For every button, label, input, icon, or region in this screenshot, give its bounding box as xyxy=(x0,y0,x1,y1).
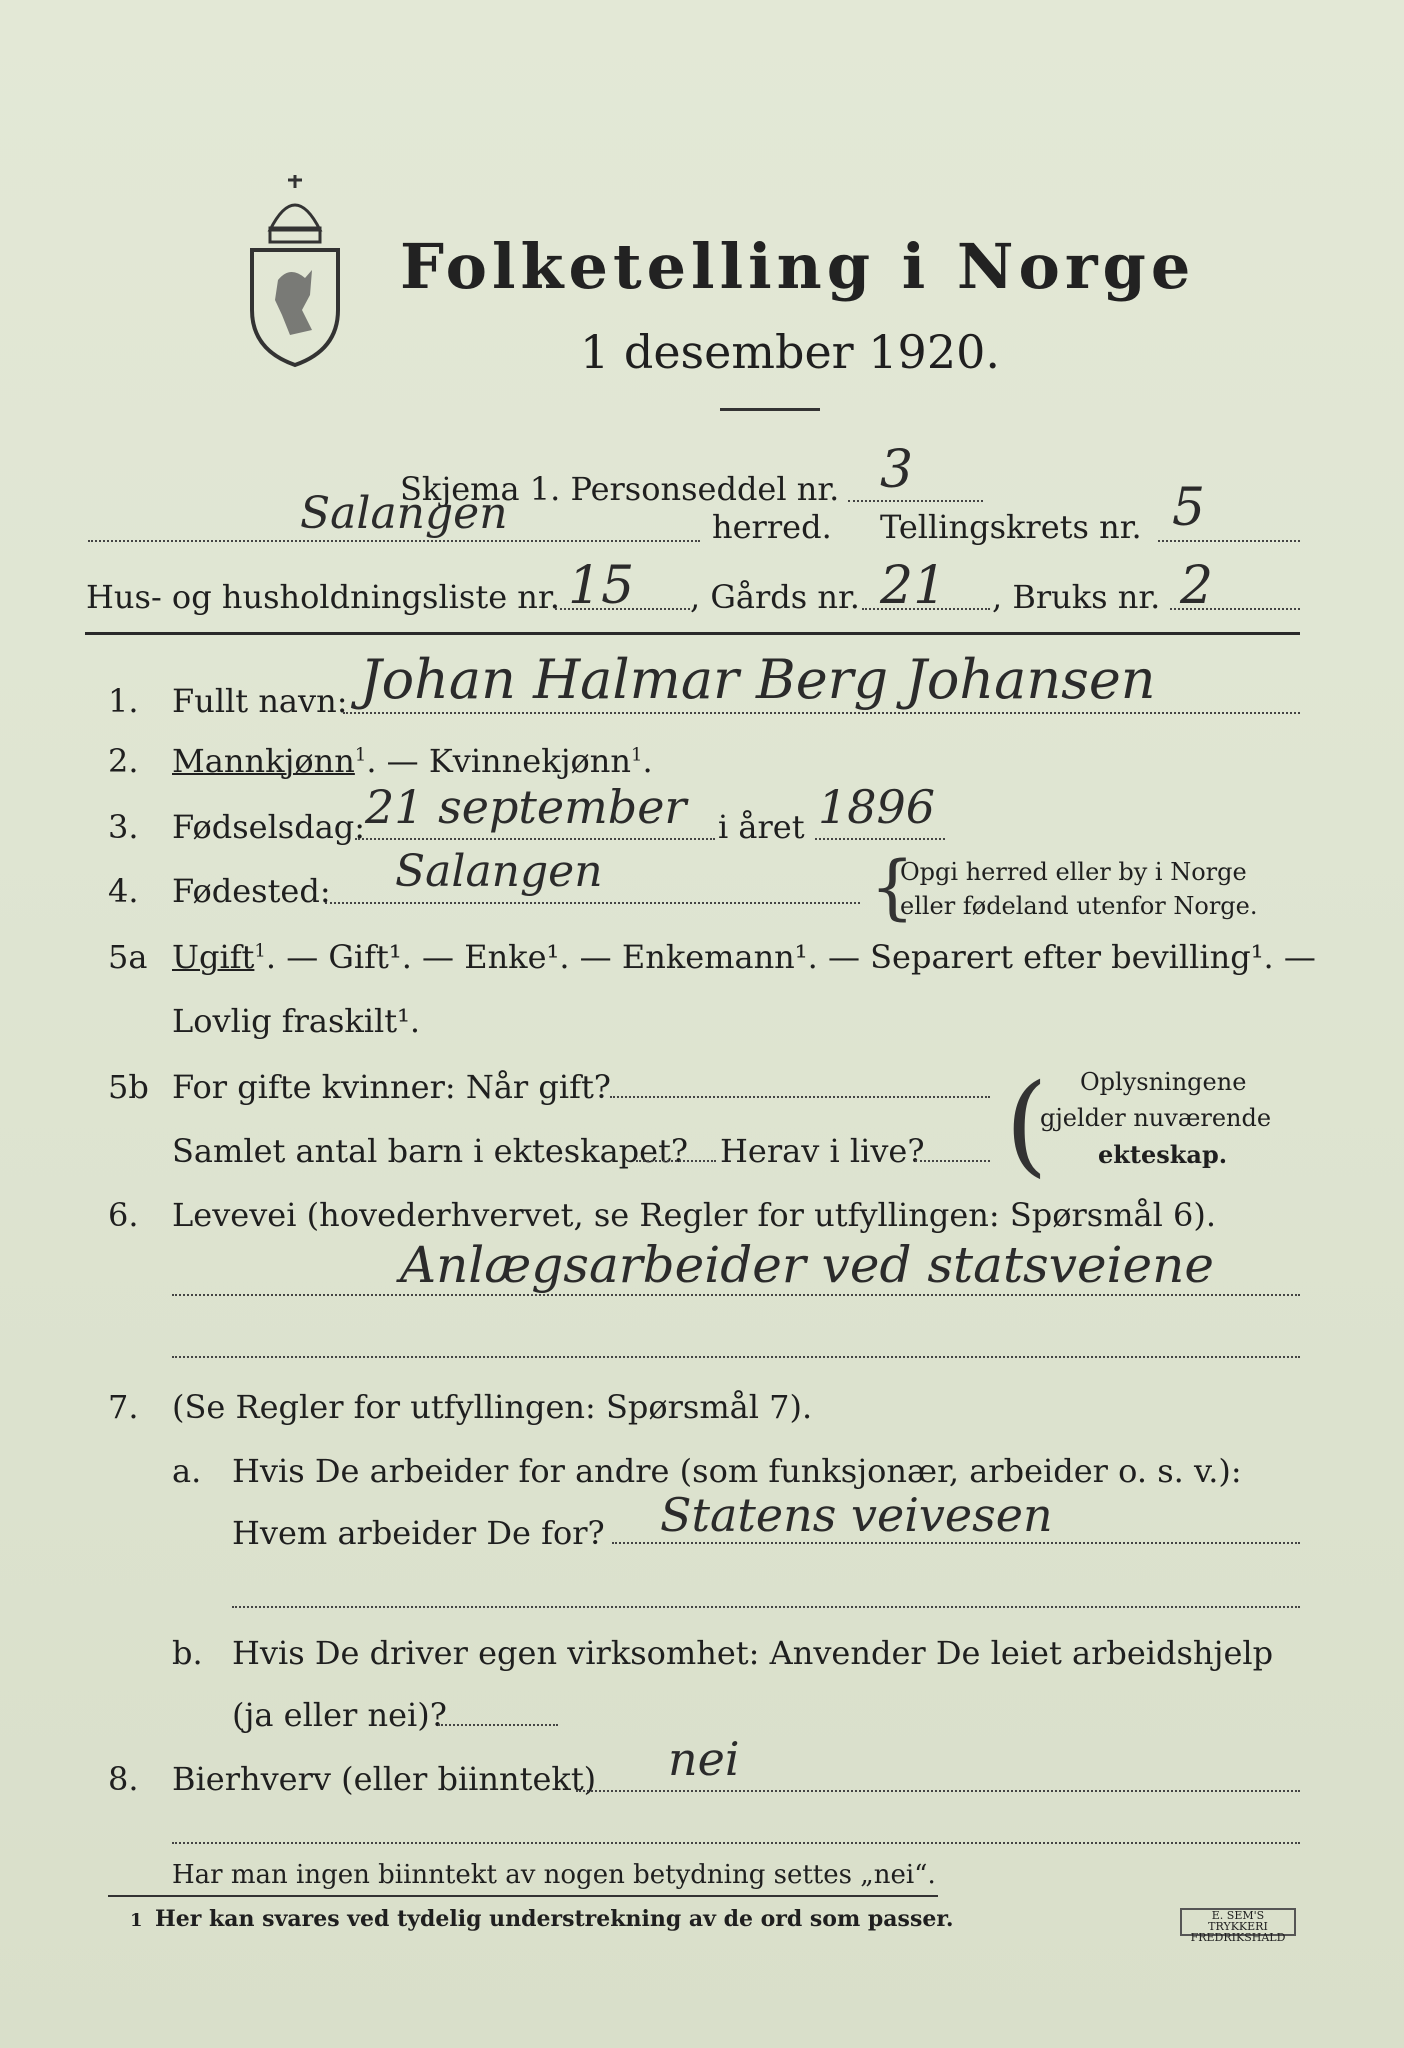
dotted-line xyxy=(172,1356,1300,1358)
dotted-line xyxy=(815,838,945,840)
brace: { xyxy=(870,846,915,928)
dotted-line xyxy=(848,500,983,502)
employer: Statens veivesen xyxy=(660,1488,1053,1542)
q3-number: 3. xyxy=(108,808,139,846)
q3-label: Fødselsdag: xyxy=(172,808,366,846)
q1-number: 1. xyxy=(108,682,139,720)
q4-note-2: eller fødeland utenfor Norge. xyxy=(900,892,1258,920)
tellingskrets-label: Tellingskrets nr. xyxy=(880,508,1142,546)
q7-number: 7. xyxy=(108,1388,139,1426)
q7a-label: Hvis De arbeider for andre (som funksjonær, arbeider o. s. v.): xyxy=(232,1452,1242,1490)
hus-nr: 15 xyxy=(568,556,635,616)
brace: ( xyxy=(1005,1060,1048,1188)
q7a-letter: a. xyxy=(172,1452,202,1490)
dotted-line xyxy=(915,1160,990,1162)
dotted-line xyxy=(355,838,715,840)
bruks-nr: 2 xyxy=(1180,556,1214,616)
census-date: 1 desember 1920. xyxy=(580,325,1000,379)
gards-nr: 21 xyxy=(880,556,947,616)
herred-label: herred. xyxy=(712,508,832,546)
q8-number: 8. xyxy=(108,1760,139,1798)
dotted-line xyxy=(576,1790,1300,1792)
hus-label: Hus- og husholdningsliste nr. xyxy=(86,578,560,616)
dotted-line xyxy=(172,1842,1300,1844)
male-option-underlined: Mannkjønn xyxy=(172,742,355,780)
birth-year: 1896 xyxy=(818,780,936,834)
full-name: Johan Halmar Berg Johansen xyxy=(360,648,1156,711)
skjema-label: Skjema 1. Personseddel nr. xyxy=(400,470,840,508)
dotted-line xyxy=(636,1160,716,1162)
dotted-line xyxy=(343,712,1300,714)
birth-date: 21 september xyxy=(365,780,687,834)
dotted-line xyxy=(438,1724,558,1726)
unmarried-option-underlined: Ugift xyxy=(172,938,255,976)
gender-options: Mannkjønn$^1$. — Kvinnekjønn$^1$. xyxy=(172,742,653,780)
side-income: nei xyxy=(668,1732,740,1786)
footer-note: Har man ingen biinntekt av nogen betydning settes „nei“. xyxy=(172,1860,936,1890)
q6-number: 6. xyxy=(108,1196,139,1234)
dotted-line xyxy=(172,1294,1300,1296)
divider xyxy=(720,408,820,411)
q4-number: 4. xyxy=(108,872,139,910)
q4-label: Fødested: xyxy=(172,872,331,910)
q1-label: Fullt navn: xyxy=(172,682,348,720)
q7b-letter: b. xyxy=(172,1634,203,1672)
coat-of-arms-icon xyxy=(240,170,350,370)
q7b-label-2: (ja eller nei)? xyxy=(232,1696,447,1734)
q7-label: (Se Regler for utfyllingen: Spørsmål 7). xyxy=(172,1388,813,1426)
occupation: Anlægsarbeider ved statsveiene xyxy=(400,1236,1214,1294)
q4-note-1: Opgi herred eller by i Norge xyxy=(900,858,1247,886)
personseddel-nr: 3 xyxy=(880,440,914,500)
gards-label: , Gårds nr. xyxy=(690,578,860,616)
q5b-note-3: ekteskap. xyxy=(1098,1140,1228,1169)
birth-place: Salangen xyxy=(395,846,603,897)
footnote-number: 1 xyxy=(130,1910,143,1931)
tellingskrets-nr: 5 xyxy=(1172,478,1206,538)
dotted-line xyxy=(232,1606,1300,1608)
q5b-note-2: gjelder nuværende xyxy=(1040,1104,1272,1132)
marital-options: Ugift$^1$. — Gift¹. — Enke¹. — Enkemann¹. — Separert efter bevilling¹. — xyxy=(172,938,1316,976)
footnote: Her kan svares ved tydelig understrekning av de ord som passer. xyxy=(155,1906,954,1932)
dotted-line xyxy=(612,1542,1300,1544)
q6-label: Levevei (hovederhvervet, se Regler for utfyllingen: Spørsmål 6). xyxy=(172,1196,1217,1234)
header-rule xyxy=(85,632,1300,635)
q2-number: 2. xyxy=(108,742,139,780)
q5b-label-3: Herav i live? xyxy=(720,1132,925,1170)
year-label: i året xyxy=(718,808,805,846)
q7b-label: Hvis De driver egen virksomhet: Anvender De leiet arbeidshjelp xyxy=(232,1634,1274,1672)
bruks-label: , Bruks nr. xyxy=(992,578,1161,616)
q7a-label-2: Hvem arbeider De for? xyxy=(232,1514,605,1552)
q5b-note-1: Oplysningene xyxy=(1080,1068,1247,1096)
dotted-line xyxy=(325,902,860,904)
herred-name: Salangen xyxy=(300,488,508,539)
dotted-line xyxy=(1158,540,1300,542)
q5b-number: 5b xyxy=(108,1068,149,1106)
q8-label: Bierhverv (eller biinntekt) xyxy=(172,1760,597,1798)
dotted-line xyxy=(610,1096,990,1098)
form-title: Folketelling i Norge xyxy=(400,230,1196,303)
q5b-label-1: For gifte kvinner: Når gift? xyxy=(172,1068,611,1106)
marital-options-line2: Lovlig fraskilt¹. xyxy=(172,1002,421,1040)
footer-rule xyxy=(108,1895,938,1897)
q5b-label-2: Samlet antal barn i ekteskapet? xyxy=(172,1132,689,1170)
printer-stamp: E. SEM'S TRYKKERI FREDRIKSHALD xyxy=(1180,1908,1296,1936)
q5a-number: 5a xyxy=(108,938,148,976)
dotted-line xyxy=(88,540,700,542)
